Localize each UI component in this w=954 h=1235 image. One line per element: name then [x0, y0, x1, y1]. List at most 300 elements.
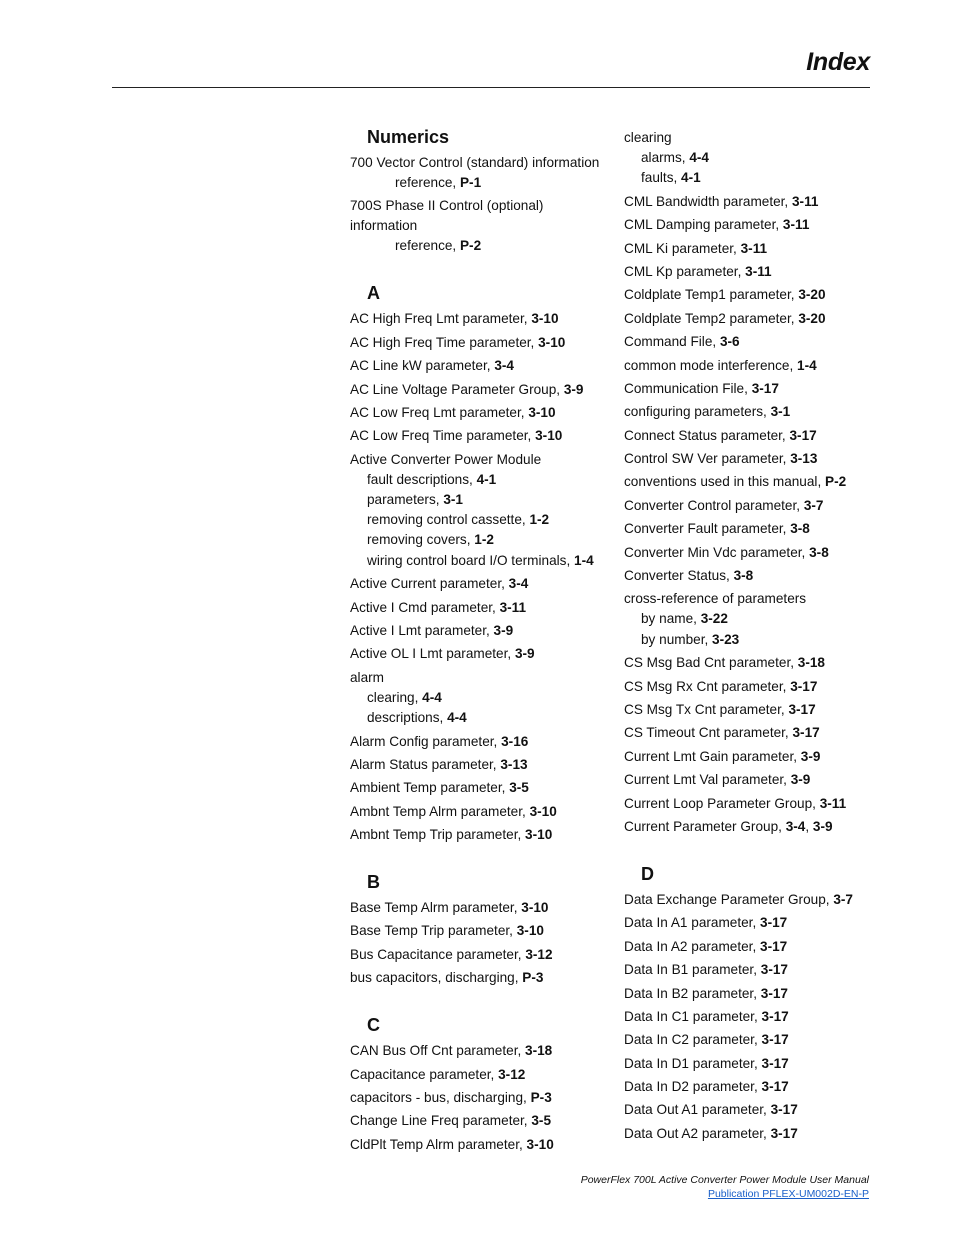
page-ref[interactable]: 3-11 [499, 599, 527, 615]
entry-term [624, 472, 870, 492]
entry-term [624, 262, 870, 282]
entry-term [350, 755, 612, 775]
entry-term [624, 937, 870, 957]
entry-term [350, 309, 612, 329]
entry-text: Base Temp Trip parameter, [350, 923, 517, 939]
entry-term [624, 285, 870, 305]
entry-term [624, 794, 870, 814]
index-subentry [350, 688, 612, 708]
entry-term [350, 1135, 612, 1155]
page-ref[interactable]: 1-4 [797, 357, 817, 373]
index-entry [624, 332, 870, 352]
page-ref[interactable]: 3-10 [529, 803, 557, 819]
entry-term [350, 945, 612, 965]
index-entry [624, 653, 870, 673]
index-entry [350, 1088, 612, 1108]
entry-term [624, 817, 870, 837]
entry-text: Active Converter Power Module [350, 451, 542, 467]
entry-term [624, 496, 870, 516]
index-entry [350, 644, 612, 664]
index-entry [350, 732, 612, 752]
page-ref[interactable]: 3-17 [760, 985, 788, 1001]
entry-text: Active I Lmt parameter, [350, 622, 494, 638]
index-entry [624, 1054, 870, 1074]
entry-term [350, 968, 612, 988]
entry-text: Converter Fault parameter, [624, 521, 791, 537]
page-ref[interactable]: 3-20 [798, 287, 826, 303]
page-ref[interactable]: 3-12 [498, 1066, 526, 1082]
index-entry [624, 426, 870, 446]
index-entry [624, 309, 870, 329]
index-entry [624, 239, 870, 259]
index-entry [350, 1065, 612, 1085]
page-ref[interactable]: 3-20 [798, 310, 826, 326]
footer-publication-link[interactable]: Publication PFLEX-UM002D-EN-P [707, 1188, 869, 1200]
page-ref[interactable]: P-2 [825, 474, 847, 490]
page-ref[interactable]: 3-4 [494, 358, 514, 374]
page-ref[interactable]: 3-22 [700, 611, 728, 627]
entry-term [624, 1077, 870, 1097]
index-entry [350, 802, 612, 822]
entry-term [350, 668, 612, 688]
entry-text: CS Msg Rx Cnt parameter, [624, 678, 791, 694]
section-heading: A [367, 283, 380, 304]
entry-text: Base Temp Alrm parameter, [350, 900, 522, 916]
page-ref[interactable]: 3-10 [528, 404, 556, 420]
page-ref[interactable]: 3-11 [782, 217, 810, 233]
entry-text: Capacitance parameter, [350, 1066, 499, 1082]
entry-term [624, 723, 870, 743]
entry-text: Data In B2 parameter, [624, 985, 761, 1001]
header-rule [112, 87, 870, 88]
index-entry [350, 921, 612, 941]
page-ref[interactable]: 3-11 [740, 240, 768, 256]
page-ref[interactable]: 4-1 [681, 170, 701, 186]
entry-text: AC High Freq Time parameter, [350, 334, 539, 350]
index-entry [350, 945, 612, 965]
entry-text: capacitors - bus, discharging, [350, 1090, 531, 1106]
entry-term [624, 890, 870, 910]
entry-text: Alarm Config parameter, [350, 733, 502, 749]
index-entry [350, 426, 612, 446]
entry-term [350, 802, 612, 822]
index-section [350, 282, 612, 845]
entry-text: Control SW Ver parameter, [624, 451, 791, 467]
entry-text: Data In B1 parameter, [624, 962, 761, 978]
entry-term [350, 921, 612, 941]
index-entry [624, 449, 870, 469]
subentry-text: faults, [641, 170, 682, 186]
page-ref[interactable]: 3-1 [770, 404, 791, 420]
page-ref[interactable]: 3-4 [508, 576, 529, 592]
index-entry [624, 890, 870, 910]
index-entry [624, 379, 870, 399]
page-ref[interactable]: 3-10 [538, 334, 566, 350]
entry-term [624, 402, 870, 422]
page-ref[interactable]: 3-17 [790, 678, 818, 694]
entry-term [624, 239, 870, 259]
page-ref[interactable]: 3-17 [761, 1055, 789, 1071]
page-ref[interactable]: 4-4 [447, 709, 467, 725]
entry-term [350, 898, 612, 918]
index-entry [624, 128, 870, 188]
entry-term [350, 356, 612, 376]
entry-text: Active I Cmd parameter, [350, 599, 500, 615]
entry-text: Converter Min Vdc parameter, [624, 544, 810, 560]
index-entry [624, 723, 870, 743]
entry-term [350, 778, 612, 798]
entry-term [624, 215, 870, 235]
index-entry [624, 543, 870, 563]
subentry-text: by number, [641, 631, 713, 647]
page-ref[interactable]: 3-7 [803, 497, 824, 513]
entry-text: Converter Control parameter, [624, 497, 804, 513]
index-entry [624, 262, 870, 282]
entry-text: CS Timeout Cnt parameter, [624, 725, 793, 741]
entry-text: bus capacitors, discharging, [350, 970, 523, 986]
entry-text: cross-reference of parameters [624, 591, 807, 607]
entry-text: Ambient Temp parameter, [350, 780, 510, 796]
entry-term [624, 426, 870, 446]
page-ref[interactable]: 3-6 [719, 334, 740, 350]
entry-term [350, 574, 612, 594]
page-ref[interactable]: 3-18 [525, 1043, 553, 1059]
page-ref[interactable]: 3-10 [521, 900, 549, 916]
entry-text: Command File, [624, 334, 720, 350]
page-ref[interactable]: P-2 [459, 238, 482, 254]
entry-term [350, 426, 612, 446]
index-column-left [350, 126, 612, 1181]
index-entry [624, 566, 870, 586]
page-ref[interactable]: 4-4 [422, 689, 442, 705]
index-entry [350, 1135, 612, 1155]
entry-text: Active OL I Lmt parameter, [350, 646, 515, 662]
page-ref[interactable]: 1-2 [529, 512, 550, 528]
page-ref[interactable]: 3-8 [809, 544, 829, 560]
page-ref[interactable]: 3-11 [745, 263, 772, 279]
index-entry [350, 898, 612, 918]
entry-term [624, 589, 870, 609]
entry-term [350, 450, 612, 470]
entry-term [350, 1111, 612, 1131]
index-entry [350, 755, 612, 775]
page-ref[interactable]: 3-9 [493, 622, 514, 638]
entry-text: Current Parameter Group, [624, 818, 786, 834]
page-ref[interactable]: 3-12 [525, 946, 553, 962]
entry-term [350, 598, 612, 618]
index-section [624, 863, 870, 1144]
page-ref[interactable]: 3-5 [509, 780, 529, 796]
subentry-text: removing control cassette, [367, 512, 530, 528]
page-ref[interactable]: 3-9 [563, 381, 584, 397]
entry-term [350, 333, 612, 353]
page-ref[interactable]: 3-8 [790, 521, 810, 537]
entry-text: AC High Freq Lmt parameter, [350, 311, 532, 327]
index-entry [624, 285, 870, 305]
index-entry [624, 794, 870, 814]
entry-term [350, 153, 612, 173]
entry-text: Data In C2 parameter, [624, 1032, 762, 1048]
index-entry [350, 196, 612, 256]
page-ref[interactable]: 1-2 [474, 532, 494, 548]
index-entry [350, 778, 612, 798]
page-ref[interactable]: 3-10 [526, 1136, 554, 1152]
page-ref[interactable]: 3-11 [792, 193, 819, 209]
entry-text: AC Low Freq Lmt parameter, [350, 404, 529, 420]
entry-term [350, 196, 612, 236]
index-section [624, 128, 870, 837]
page-ref[interactable]: 3-4 [785, 818, 806, 834]
subentry-text: by name, [641, 611, 701, 627]
page-ref[interactable]: 3-17 [761, 1079, 789, 1095]
entry-term [624, 700, 870, 720]
page-ref[interactable]: 3-7 [833, 891, 853, 907]
entry-text: CldPlt Temp Alrm parameter, [350, 1136, 527, 1152]
entry-text: Alarm Status parameter, [350, 756, 501, 772]
page-ref[interactable]: 3-17 [770, 1125, 798, 1141]
page-ref[interactable]: 3-9 [514, 646, 535, 662]
index-entry [624, 356, 870, 376]
index-section [350, 1014, 612, 1155]
page-footer [581, 1173, 869, 1201]
index-subentry [624, 168, 870, 188]
index-entry [624, 937, 870, 957]
entry-term [350, 621, 612, 641]
index-entry [350, 380, 612, 400]
page-ref[interactable]: 3-10 [535, 428, 563, 444]
entry-term [624, 984, 870, 1004]
index-entry [624, 1030, 870, 1050]
index-subentry [350, 490, 612, 510]
index-subentry [350, 708, 612, 728]
index-subentry [350, 470, 612, 490]
entry-term [624, 192, 870, 212]
page-title: Index [806, 48, 870, 76]
page-ref[interactable]: 3-10 [531, 311, 559, 327]
page-ref[interactable]: 3-17 [760, 938, 788, 954]
entry-text: Connect Status parameter, [624, 427, 790, 443]
page-ref[interactable]: 3-1 [443, 491, 463, 507]
entry-term [624, 379, 870, 399]
page-ref[interactable]: 3-13 [790, 451, 818, 467]
entry-term [624, 677, 870, 697]
entry-text: CS Msg Bad Cnt parameter, [624, 655, 798, 671]
index-entry [624, 700, 870, 720]
index-subentry [624, 609, 870, 629]
page-ref[interactable]: P-3 [530, 1090, 552, 1106]
index-entry [624, 589, 870, 649]
index-entry [624, 519, 870, 539]
entry-text: CS Msg Tx Cnt parameter, [624, 702, 789, 718]
page-ref[interactable]: 3-16 [501, 733, 529, 749]
index-entry [350, 309, 612, 329]
index-entry [350, 668, 612, 728]
index-entry [624, 472, 870, 492]
entry-text: CML Damping parameter, [624, 217, 783, 233]
section-heading: C [367, 1015, 380, 1036]
entry-term [624, 1007, 870, 1027]
page-ref[interactable]: P-3 [522, 970, 544, 986]
section-heading: B [367, 872, 380, 893]
entry-term [350, 644, 612, 664]
entry-term [624, 128, 870, 148]
index-entry [624, 1077, 870, 1097]
index-entry [350, 1041, 612, 1061]
index-entry [624, 913, 870, 933]
index-entry [350, 621, 612, 641]
entry-term [350, 1065, 612, 1085]
entry-text: Current Lmt Val parameter, [624, 772, 791, 788]
entry-term [624, 1124, 870, 1144]
entry-term [624, 960, 870, 980]
index-entry [624, 215, 870, 235]
entry-text: Current Loop Parameter Group, [624, 795, 820, 811]
entry-term [624, 356, 870, 376]
entry-text: Data Out A1 parameter, [624, 1102, 771, 1118]
index-subentry [624, 630, 870, 650]
index-subentry [350, 510, 612, 530]
page-ref[interactable]: 3-23 [712, 631, 740, 647]
subentry-text: clearing, [367, 689, 423, 705]
entry-term [624, 1054, 870, 1074]
page-ref[interactable]: 3-17 [760, 962, 788, 978]
entry-text: conventions used in this manual, [624, 474, 826, 490]
page-ref[interactable]: 3-10 [516, 923, 544, 939]
index-entry [350, 153, 612, 193]
page-ref[interactable]: 3-17 [770, 1102, 798, 1118]
page-ref[interactable]: 3-9 [812, 818, 833, 834]
entry-term [624, 332, 870, 352]
page-ref-separator: , [805, 818, 813, 834]
entry-text: reference, [395, 175, 460, 190]
index-subentry [624, 148, 870, 168]
entry-text: Ambnt Temp Alrm parameter, [350, 803, 530, 819]
index-entry [624, 984, 870, 1004]
index-column-right [624, 128, 870, 1170]
page-ref[interactable]: P-1 [459, 175, 482, 190]
entry-term [624, 566, 870, 586]
entry-text: Converter Status, [624, 568, 734, 584]
index-entry [624, 402, 870, 422]
entry-text: CML Bandwidth parameter, [624, 193, 792, 209]
index-entry [624, 817, 870, 837]
index-entry [624, 747, 870, 767]
page-ref[interactable]: 3-9 [800, 748, 821, 764]
index-entry [624, 1124, 870, 1144]
subentry-text: wiring control board I/O terminals, [367, 552, 575, 568]
entry-text: CAN Bus Off Cnt parameter, [350, 1043, 526, 1059]
entry-text: Data In D1 parameter, [624, 1055, 762, 1071]
page-ref[interactable]: 3-10 [525, 827, 553, 843]
entry-term [624, 519, 870, 539]
entry-continuation [350, 236, 612, 256]
section-heading: D [641, 863, 654, 884]
page-ref[interactable]: 3-17 [751, 380, 779, 396]
index-entry [624, 1007, 870, 1027]
page-ref[interactable]: 1-4 [574, 552, 594, 568]
subentry-text: descriptions, [367, 709, 448, 725]
entry-text: clearing [624, 130, 672, 145]
index-subentry [350, 530, 612, 550]
entry-text: alarm [350, 669, 384, 685]
page-ref[interactable]: 3-17 [792, 725, 820, 741]
page-ref[interactable]: 4-1 [476, 471, 497, 487]
entry-term [624, 770, 870, 790]
entry-text: Active Current parameter, [350, 576, 509, 592]
entry-term [624, 913, 870, 933]
entry-text: Data Exchange Parameter Group, [624, 891, 834, 907]
entry-term [624, 1030, 870, 1050]
subentry-text: alarms, [641, 150, 690, 165]
page-ref[interactable]: 3-9 [790, 772, 811, 788]
entry-term [624, 653, 870, 673]
entry-term [350, 732, 612, 752]
page-ref[interactable]: 4-4 [689, 150, 709, 165]
index-entry [350, 1111, 612, 1131]
page-ref[interactable]: 3-17 [789, 427, 817, 443]
entry-text: common mode interference, [624, 357, 798, 373]
entry-term [624, 543, 870, 563]
page-ref[interactable]: 3-5 [531, 1113, 552, 1129]
page-ref[interactable]: 3-17 [761, 1008, 789, 1024]
index-entry [350, 968, 612, 988]
entry-text: Data Out A2 parameter, [624, 1125, 771, 1141]
entry-text: CML Kp parameter, [624, 263, 746, 279]
index-entry [350, 403, 612, 423]
page-ref[interactable]: 3-8 [733, 568, 754, 584]
index-entry [350, 450, 612, 571]
entry-text: configuring parameters, [624, 404, 771, 420]
entry-text: Coldplate Temp2 parameter, [624, 310, 799, 326]
entry-term [624, 1100, 870, 1120]
section-heading: Numerics [367, 127, 450, 147]
entry-term [624, 309, 870, 329]
subentry-text: removing covers, [367, 532, 475, 548]
entry-continuation [350, 173, 612, 193]
entry-text: AC Line kW parameter, [350, 358, 495, 374]
index-entry [350, 356, 612, 376]
page-ref[interactable]: 3-11 [819, 795, 847, 811]
footer-manual-title: PowerFlex 700L Active Converter Power Module User Manual [580, 1174, 869, 1186]
subentry-text: fault descriptions, [367, 471, 477, 487]
entry-term [350, 1088, 612, 1108]
entry-term [350, 825, 612, 845]
index-entry [624, 677, 870, 697]
entry-text: Data In A1 parameter, [624, 915, 761, 931]
entry-text: CML Ki parameter, [624, 240, 741, 256]
page-ref[interactable]: 3-13 [500, 756, 528, 772]
index-entry [624, 770, 870, 790]
index-entry [350, 598, 612, 618]
entry-text: Change Line Freq parameter, [350, 1113, 532, 1129]
entry-text: Data In A2 parameter, [624, 938, 761, 954]
entry-text: 700S Phase II Control (optional) information [350, 198, 544, 234]
index-entry [350, 333, 612, 353]
index-entry [624, 960, 870, 980]
entry-text: Communication File, [624, 380, 752, 396]
page-ref[interactable]: 3-17 [761, 1032, 789, 1048]
page-ref[interactable]: 3-17 [788, 702, 816, 718]
entry-text: Coldplate Temp1 parameter, [624, 287, 799, 303]
entry-text: AC Low Freq Time parameter, [350, 428, 536, 444]
page-ref[interactable]: 3-18 [797, 655, 825, 671]
index-section [350, 871, 612, 988]
index-entry [350, 574, 612, 594]
entry-text: Current Lmt Gain parameter, [624, 748, 801, 764]
entry-term [624, 747, 870, 767]
entry-text: 700 Vector Control (standard) information [350, 155, 600, 170]
page-ref[interactable]: 3-17 [760, 915, 788, 931]
